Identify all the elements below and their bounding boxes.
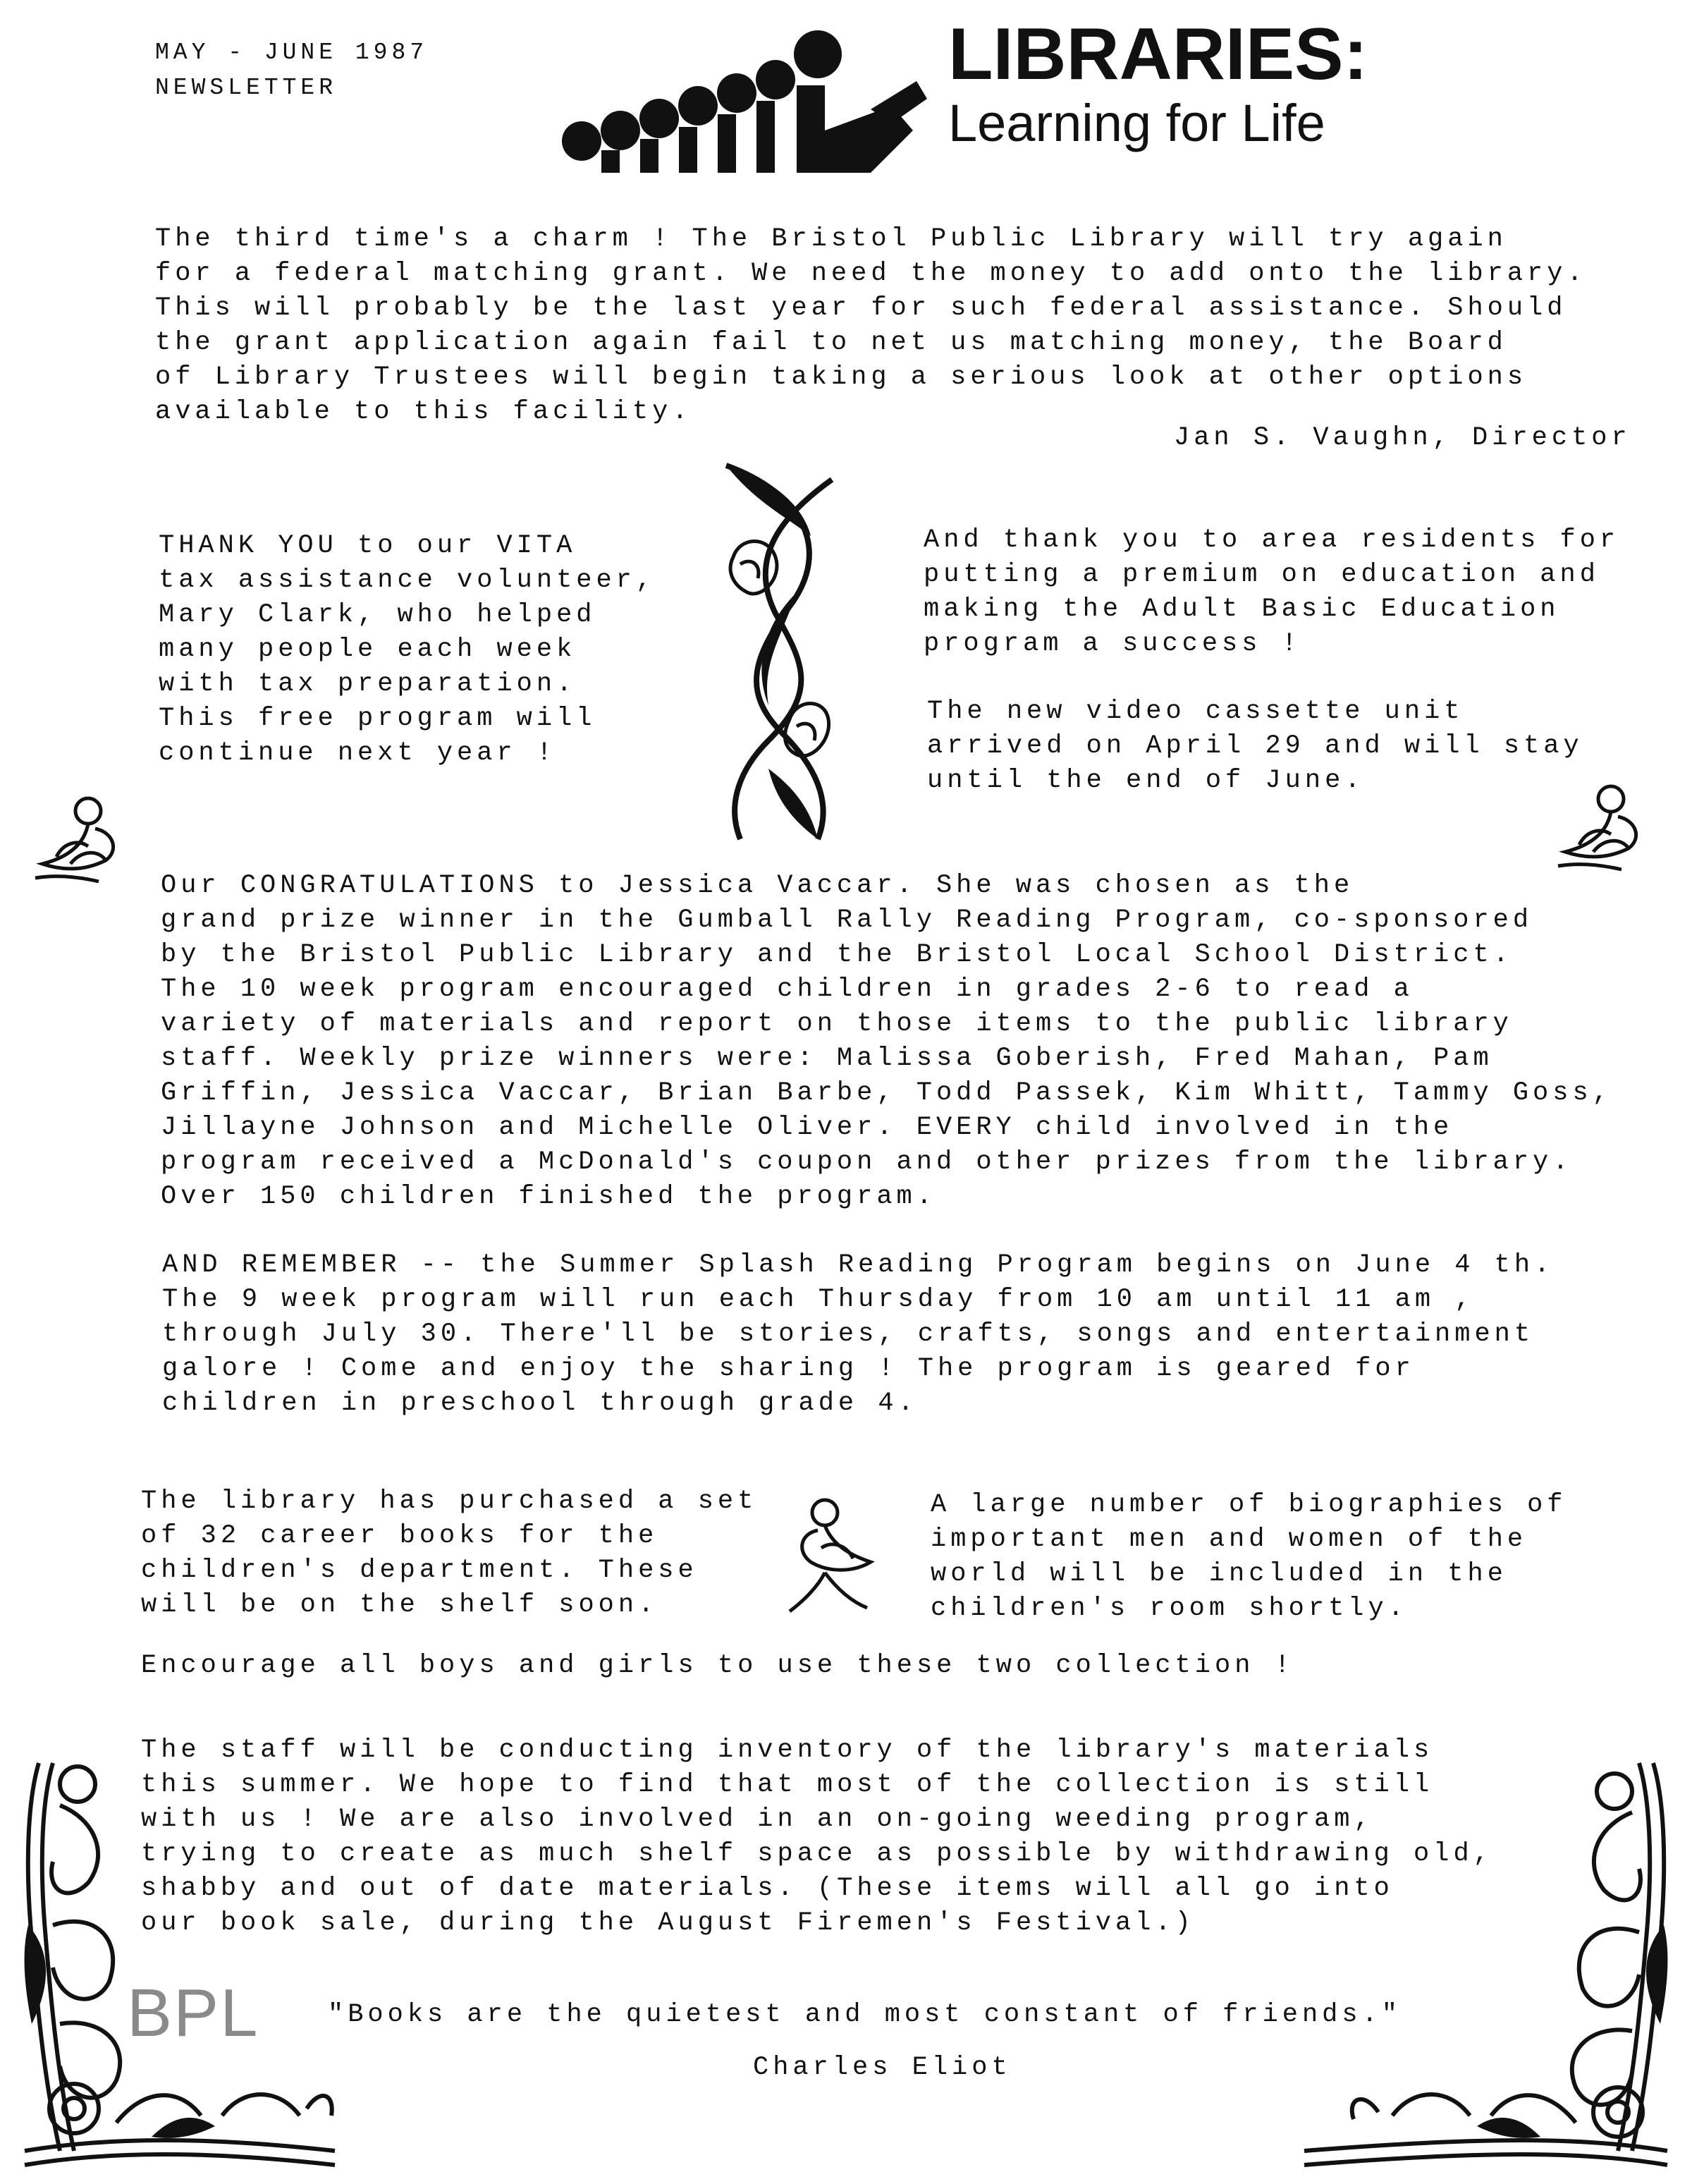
video-unit-note <box>927 695 1583 798</box>
text-line: Griffin, Jessica Vaccar, Brian Barbe, Todd Passek, Kim Whitt, Tammy Goss, <box>161 1078 1612 1108</box>
biographies-note <box>931 1488 1567 1626</box>
text-line: making the Adult Basic Education <box>924 594 1560 624</box>
text-line: available to this facility. <box>155 397 692 427</box>
text-line: arrived on April 29 and will stay <box>927 731 1583 761</box>
readers-row-logo-icon <box>560 25 927 187</box>
quote-author: Charles Eliot <box>753 2053 1012 2082</box>
logo-title: LIBRARIES: <box>948 13 1368 95</box>
congratulations-paragraph <box>161 869 1612 1214</box>
text-line: staff. Weekly prize winners were: Malissa Goberish, Fred Mahan, Pam <box>161 1044 1493 1073</box>
newsletter-date-block <box>155 35 428 106</box>
text-line: children's room shortly. <box>931 1594 1408 1623</box>
art-nouveau-flourish-icon <box>698 451 860 853</box>
text-line: many people each week <box>159 635 577 664</box>
logo-subtitle: Learning for Life <box>948 94 1325 152</box>
text-line: children's department. These <box>141 1556 698 1585</box>
text-line: by the Bristol Public Library and the Bristol Local School District. <box>161 940 1513 970</box>
text-line: our book sale, during the August Firemen's Festival.) <box>141 1908 1195 1938</box>
text-line: the grant application again fail to net us matching money, the Board <box>155 328 1507 358</box>
text-line: This will probably be the last year for such federal assistance. Should <box>155 293 1567 323</box>
career-books-note <box>141 1484 757 1623</box>
text-line: world will be included in the <box>931 1559 1507 1589</box>
floral-corner-ornament-icon <box>11 1756 342 2172</box>
flower-ornament-icon <box>783 1495 881 1615</box>
text-line: until the end of June. <box>927 766 1365 795</box>
text-line: with us ! We are also involved in an on-going weeding program, <box>141 1805 1374 1834</box>
text-line: Jillayne Johnson and Michelle Oliver. EVERY child involved in the <box>161 1113 1454 1142</box>
text-line: THANK YOU to our VITA <box>159 531 577 561</box>
text-line: will be on the shelf soon. <box>141 1590 658 1620</box>
text-line: important men and women of the <box>931 1525 1528 1554</box>
text-line: variety of materials and report on those items to the public library <box>161 1009 1513 1039</box>
quote-text: "Books are the quietest and most constant of friends." <box>328 2000 1402 2030</box>
text-line: Mary Clark, who helped <box>159 600 596 630</box>
vita-thank-you <box>159 529 656 771</box>
text-line: This free program will <box>159 704 596 733</box>
abe-thank-you <box>924 523 1619 661</box>
text-line: for a federal matching grant. We need the money to add onto the library. <box>155 259 1587 288</box>
text-line: grand prize winner in the Gumball Rally Reading Program, co-sponsored <box>161 905 1533 935</box>
intro-paragraph <box>155 222 1587 429</box>
text-line: galore ! Come and enjoy the sharing ! The program is geared for <box>162 1354 1415 1384</box>
text-line: The third time's a charm ! The Bristol Public Library will try again <box>155 224 1507 254</box>
text-line: Our CONGRATULATIONS to Jessica Vaccar. She was chosen as the <box>161 871 1354 901</box>
text-line: The 9 week program will run each Thursday from 10 am until 11 am , <box>162 1285 1475 1314</box>
text-line: A large number of biographies of <box>931 1490 1567 1520</box>
text-line: tax assistance volunteer, <box>159 566 656 595</box>
text-line: The staff will be conducting inventory of the library's materials <box>141 1735 1434 1765</box>
text-line: And thank you to area residents for <box>924 525 1620 555</box>
newsletter-label: NEWSLETTER <box>155 75 338 101</box>
text-line: putting a premium on education and <box>924 560 1600 590</box>
text-line: program a success ! <box>924 629 1301 659</box>
summer-splash-paragraph <box>162 1248 1554 1421</box>
text-line: with tax preparation. <box>159 669 577 699</box>
floral-corner-ornament-icon <box>1297 1756 1681 2172</box>
text-line: this summer. We hope to find that most of the collection is still <box>141 1770 1434 1800</box>
text-line: The new video cassette unit <box>927 697 1464 726</box>
text-line: children in preschool through grade 4. <box>162 1389 918 1418</box>
text-line: trying to create as much shelf space as possible by withdrawing old, <box>141 1839 1493 1869</box>
text-line: of Library Trustees will begin taking a serious look at other options <box>155 362 1528 392</box>
inventory-paragraph <box>141 1733 1493 1941</box>
text-line: AND REMEMBER -- the Summer Splash Reading Program begins on June 4 th. <box>162 1250 1555 1280</box>
encourage-line: Encourage all boys and girls to use these two collection ! <box>141 1651 1294 1680</box>
flower-ornament-icon <box>28 793 127 885</box>
text-line: program received a McDonald's coupon and other prizes from the library. <box>161 1147 1573 1177</box>
text-line: The library has purchased a set <box>141 1487 758 1516</box>
newsletter-date: MAY - JUNE 1987 <box>155 39 429 66</box>
text-line: The 10 week program encouraged children in grades 2-6 to read a <box>161 975 1414 1004</box>
text-line: through July 30. There'll be stories, crafts, songs and entertainment <box>162 1319 1535 1349</box>
text-line: Over 150 children finished the program. <box>161 1182 936 1212</box>
text-line: of 32 career books for the <box>141 1521 658 1551</box>
flower-ornament-icon <box>1551 781 1650 873</box>
director-signature: Jan S. Vaughn, Director <box>1174 423 1631 453</box>
text-line: shabby and out of date materials. (These items will all go into <box>141 1874 1394 1903</box>
bpl-watermark: BPL <box>127 1975 259 2051</box>
text-line: continue next year ! <box>159 738 557 768</box>
